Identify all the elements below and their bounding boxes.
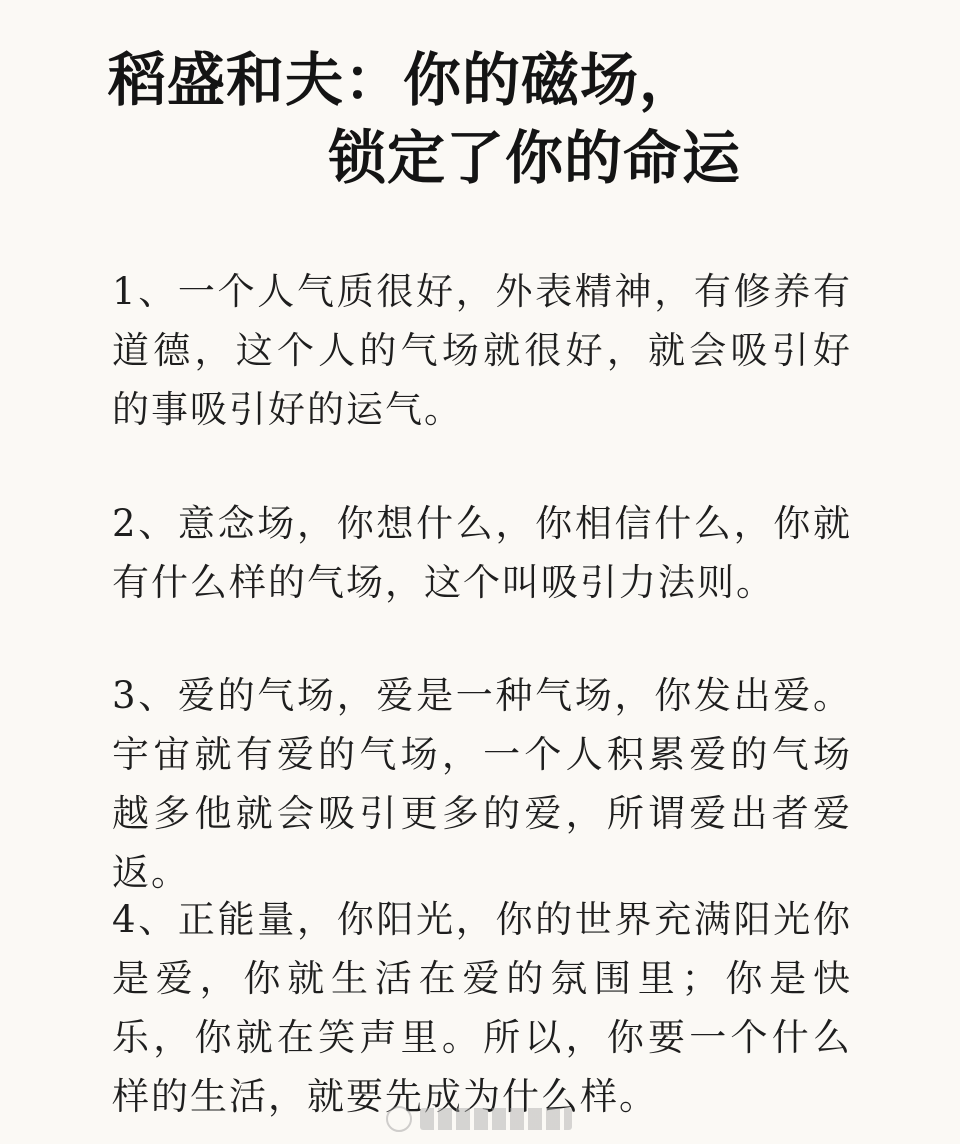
paragraph-1: 1、一个人气质很好，外表精神，有修养有道德，这个人的气场就很好，就会吸引好的事吸引好的运气。 <box>112 270 852 431</box>
article-title-line-2: 锁定了你的命运 <box>328 124 742 192</box>
paragraph-3: 3、爱的气场，爱是一种气场，你发出爱。宇宙就有爱的气场，一个人积累爱的气场越多他就会吸引更多的爱，所谓爱出者爱返。 <box>112 674 852 894</box>
article-title-line-1: 稻盛和夫：你的磁场， <box>108 46 699 114</box>
watermark <box>386 1102 572 1136</box>
paragraph-4: 4、正能量，你阳光，你的世界充满阳光你是爱，你就生活在爱的氛围里；你是快乐，你就在笑声里。所以，你要一个什么样的生活，就要先成为什么样。 <box>112 898 852 1118</box>
paragraph-2: 2、意念场，你想什么，你相信什么，你就有什么样的气场，这个叫吸引力法则。 <box>112 502 852 604</box>
watermark-logo-icon <box>386 1106 412 1132</box>
watermark-text-mark <box>420 1108 572 1130</box>
